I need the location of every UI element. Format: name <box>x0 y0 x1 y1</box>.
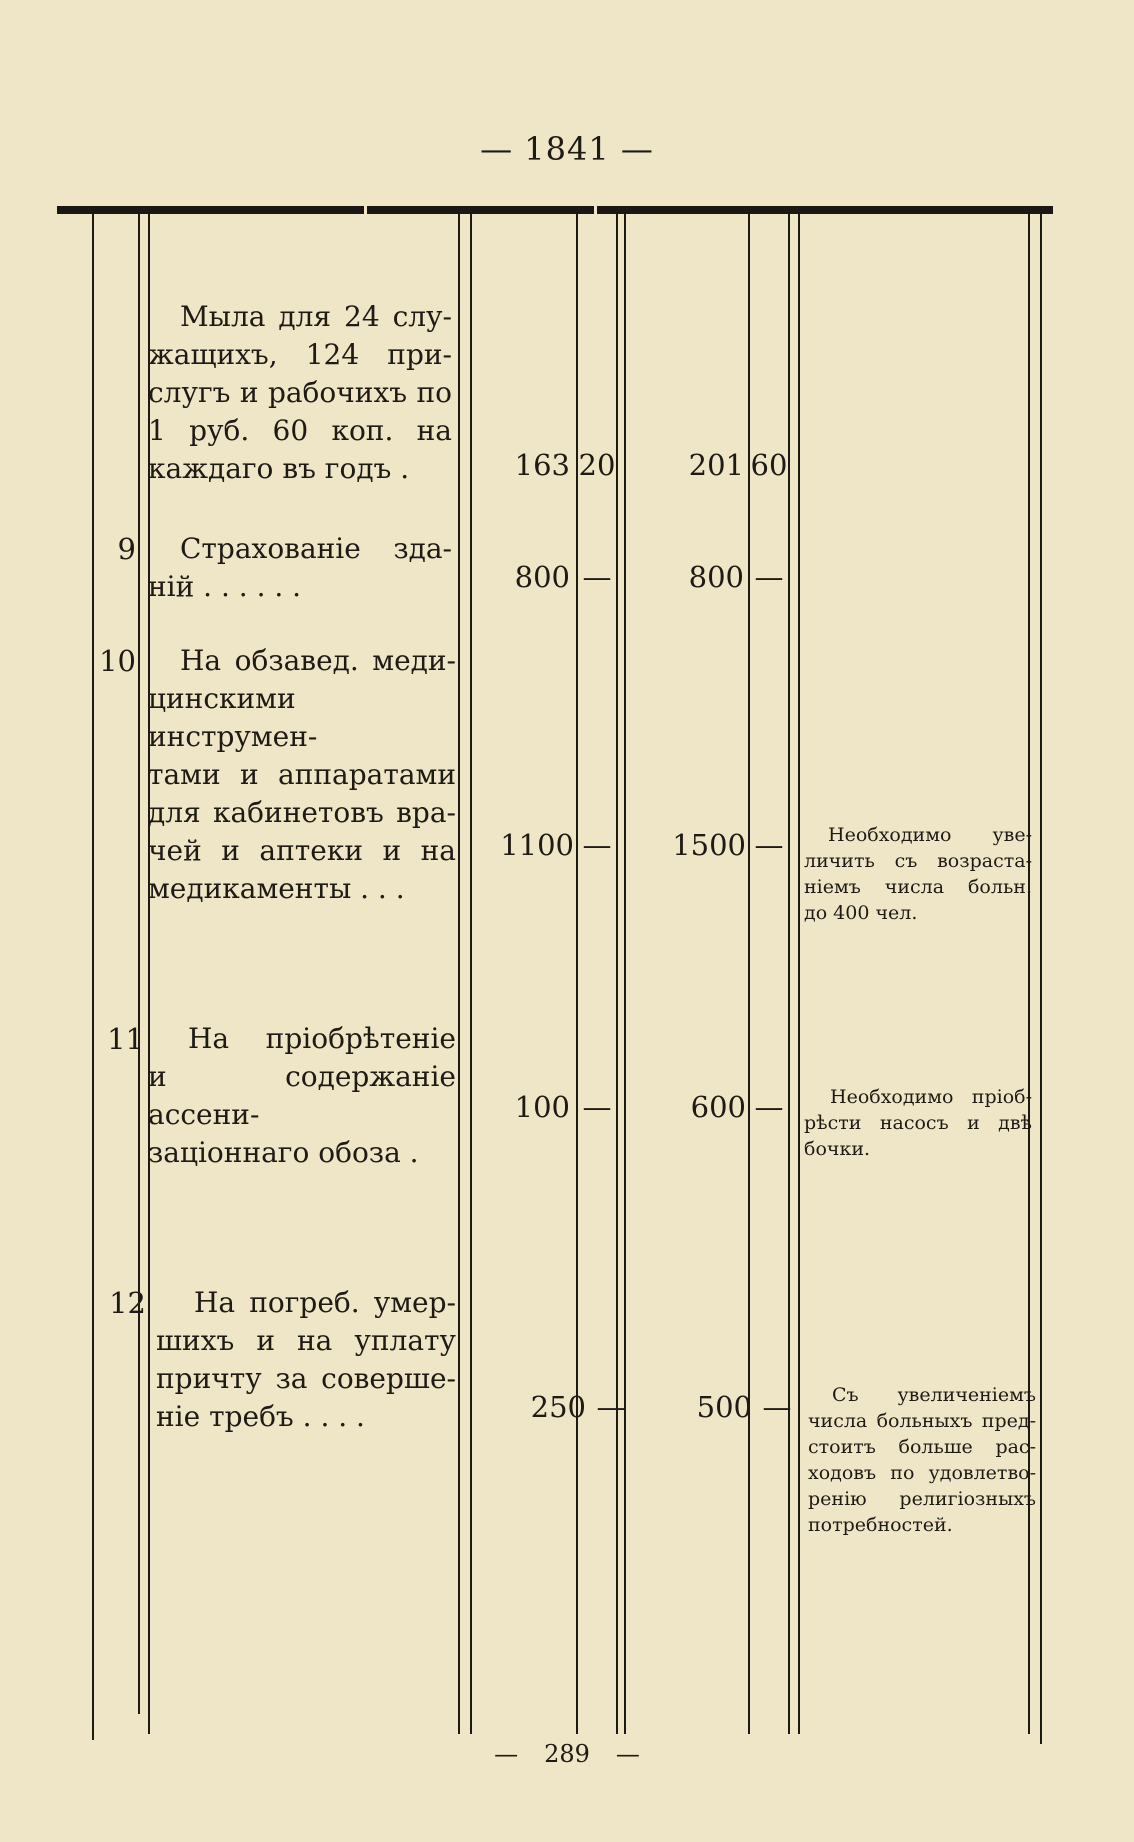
page-header-year: — 1841 — <box>480 130 654 168</box>
amount1-kop-line <box>576 214 578 1734</box>
amount-2-kop: — <box>754 1090 784 1124</box>
note-line: Съ увеличеніемъ <box>832 1384 1036 1406</box>
row-note <box>804 822 1032 926</box>
amount-1-kop: — <box>582 828 612 862</box>
description-line: На погреб. умер- <box>194 1286 456 1319</box>
description-line: ній . . . . . . <box>148 570 302 603</box>
amount-1-rub: 163 <box>514 448 570 482</box>
amount-1-kop: — <box>596 1390 626 1424</box>
note-line: стоитъ больше рас- <box>808 1436 1036 1458</box>
amount-2-kop: — <box>754 560 784 594</box>
description-line: слугъ и рабочихъ по <box>148 376 452 409</box>
description-line: На пріобрѣтеніе <box>188 1022 456 1055</box>
amount-1-rub: 100 <box>514 1090 570 1124</box>
row-description <box>148 642 456 908</box>
note-line: ходовъ по удовлетво- <box>808 1462 1036 1484</box>
amount-2-rub: 500 <box>696 1390 752 1424</box>
note-line: бочки. <box>804 1138 871 1160</box>
table-right-border <box>1040 214 1042 1744</box>
note-line: личить съ возраста- <box>804 850 1032 872</box>
note-line: Необходимо пріоб- <box>830 1086 1032 1108</box>
description-line: медикаменты . . . <box>148 872 405 905</box>
description-line: чей и аптеки и на <box>148 834 456 867</box>
description-column-line <box>458 214 460 1734</box>
amount-2-kop: 60 <box>750 448 788 482</box>
rule-gap <box>364 206 367 214</box>
description-line: тами и аппаратами <box>148 758 456 791</box>
amount-2-rub: 600 <box>690 1090 746 1124</box>
note-line: до 400 чел. <box>804 902 918 924</box>
amount-1-rub: 1100 <box>500 828 574 862</box>
note-line: числа больныхъ пред- <box>808 1410 1036 1432</box>
description-line: шихъ и на уплату <box>156 1324 456 1357</box>
footer-dash-right: — <box>615 1740 640 1768</box>
note-line: Необходимо уве- <box>828 824 1032 846</box>
row-index: 11 <box>107 1022 144 1056</box>
amount-2-rub: 1500 <box>672 828 746 862</box>
index-column-line <box>138 214 140 1714</box>
amount-2-kop: — <box>754 828 784 862</box>
rule-gap <box>594 206 597 214</box>
amount-1-kop: 20 <box>578 448 616 482</box>
description-line: 1 руб. 60 коп. на <box>148 414 452 447</box>
description-line: каждаго въ годъ . <box>148 452 410 485</box>
description-line: причту за соверше- <box>156 1362 456 1395</box>
description-line: Страхованіе зда- <box>180 532 452 565</box>
row-index: 9 <box>117 532 136 566</box>
row-index: 10 <box>99 644 136 678</box>
row-description <box>148 298 452 488</box>
note-line: ренію религіозныхъ <box>808 1488 1036 1510</box>
page-number: 289 <box>544 1740 590 1768</box>
amount1-column-line <box>616 214 618 1734</box>
amount1-column-line-inner <box>624 214 626 1734</box>
description-line: для кабинетовъ вра- <box>148 796 456 829</box>
description-line: ніе требъ . . . . <box>156 1400 365 1433</box>
description-line: Мыла для 24 слу- <box>180 300 452 333</box>
note-line: потребностей. <box>808 1514 953 1536</box>
description-line: и содержаніе ассени- <box>148 1060 456 1131</box>
amount-2-rub: 800 <box>688 560 744 594</box>
amount2-kop-line <box>748 214 750 1734</box>
row-index: 12 <box>109 1286 146 1320</box>
row-description <box>148 530 452 606</box>
footer-dash-left: — <box>494 1740 519 1768</box>
row-description <box>148 1020 456 1172</box>
description-line: заціоннаго обоза . <box>148 1136 419 1169</box>
amount-1-kop: — <box>582 560 612 594</box>
description-line: На обзавед. меди- <box>180 644 456 677</box>
description-line: жащихъ, 124 при- <box>148 338 452 371</box>
amount-2-kop: — <box>762 1390 792 1424</box>
table-left-border <box>92 214 94 1740</box>
amount-1-kop: — <box>582 1090 612 1124</box>
row-description <box>156 1284 456 1436</box>
row-note <box>804 1084 1032 1162</box>
description-line: цинскими инструмен- <box>148 682 318 753</box>
amount-1-rub: 250 <box>530 1390 586 1424</box>
amount2-column-line <box>788 214 790 1734</box>
description-column-line-inner <box>470 214 472 1734</box>
top-rule <box>57 206 1053 214</box>
note-line: ніемъ числа больн. <box>804 876 1032 898</box>
amount2-column-line-inner <box>798 214 800 1734</box>
row-note <box>808 1382 1036 1538</box>
note-line: рѣсти насосъ и двѣ <box>804 1112 1032 1134</box>
amount-2-rub: 201 <box>688 448 744 482</box>
amount-1-rub: 800 <box>514 560 570 594</box>
page-footer <box>0 1740 1134 1768</box>
